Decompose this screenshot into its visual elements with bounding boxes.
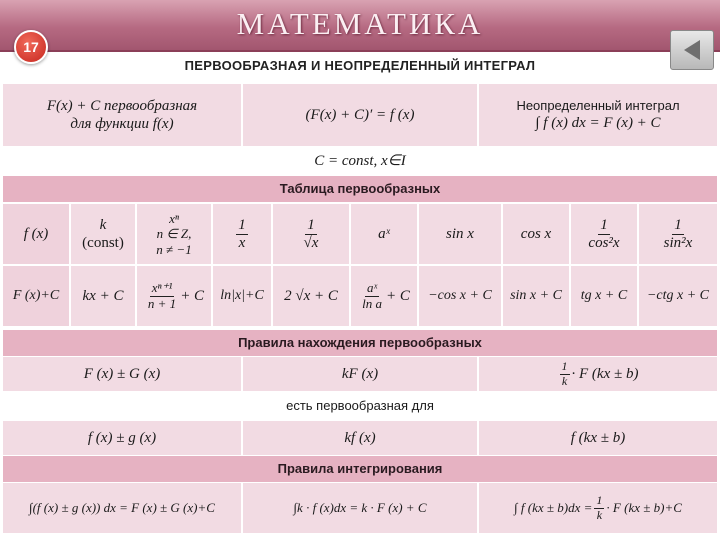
section-subtitle: ПЕРВООБРАЗНАЯ И НЕОПРЕДЕЛЕННЫЙ ИНТЕГРАЛ	[184, 58, 536, 73]
Fx-power-tail: + C	[180, 288, 205, 304]
integration-rule-linear	[479, 483, 717, 533]
derivative-formula: (F(x) + C)′ = f (x)	[305, 107, 415, 123]
fx-isqrt-den: √x	[303, 234, 319, 251]
fx-icos-den: cos²x	[588, 234, 620, 251]
rule-linear-F-num: 1	[561, 359, 568, 374]
formula-table	[3, 80, 717, 540]
Fx-label: F (x)+C	[3, 266, 71, 326]
fx-inverse-sin2	[639, 204, 717, 264]
indefinite-integral-formula: ∫ f (x) dx = F (x) + C	[535, 114, 661, 131]
Fx-log: ln|x|+C	[213, 266, 273, 326]
rules-find-title: Правила нахождения первообразных	[238, 335, 482, 351]
fx-k: k	[99, 217, 107, 233]
Fx-tg: tg x + C	[571, 266, 639, 326]
rule-sum-F: F (x) ± G (x)	[3, 357, 243, 391]
antiderivative-table-title-band	[3, 176, 717, 202]
Fx-constant: kx + C	[71, 266, 137, 326]
fx-icos-num: 1	[600, 217, 608, 233]
rule-linear-F	[479, 357, 717, 391]
definition-middle	[243, 84, 479, 146]
fx-power-cond1: n ∈ Z,	[156, 226, 192, 242]
Fx-sqrt: 2 √x + C	[273, 266, 351, 326]
fx-power-term: xⁿ	[169, 210, 179, 226]
fx-isin-num: 1	[674, 217, 682, 233]
antiderivative-table-title: Таблица первообразных	[279, 181, 441, 197]
Fx-cos: sin x + C	[503, 266, 571, 326]
integration-rule-scale: ∫k · f (x)dx = k · F (x) + C	[243, 483, 479, 533]
rule-linear-F-den: k	[561, 373, 568, 388]
integration-rule-linear-den: k	[596, 507, 603, 522]
definition-left-line1: F(x) + C первообразная	[46, 98, 198, 114]
definition-left	[3, 84, 243, 146]
fx-isin-den: sin²x	[663, 234, 693, 251]
rules-find-title-band	[3, 330, 717, 356]
rules-find-f-row	[3, 421, 717, 455]
Fx-sin: −cos x + C	[419, 266, 503, 326]
const-row	[3, 146, 717, 176]
integration-rule-linear-left: ∫ f (kx ± b)dx =	[514, 500, 593, 516]
fx-exponential: aˣ	[351, 204, 419, 264]
is-antiderivative-for: есть первообразная для	[286, 398, 434, 414]
integration-rule-linear-num: 1	[596, 493, 603, 508]
header-banner	[0, 0, 720, 52]
integration-rule-sum: ∫(f (x) ± g (x)) dx = F (x) ± G (x)+C	[3, 483, 243, 533]
definition-right	[479, 84, 717, 146]
Fx-row	[3, 266, 717, 326]
Fx-power-den: n + 1	[147, 295, 177, 311]
Fx-ctg: −ctg x + C	[646, 287, 710, 303]
integration-rule-linear-right: · F (kx ± b)+C	[606, 500, 682, 516]
rule-scale-f: kf (x)	[243, 421, 479, 455]
fx-row	[3, 204, 717, 264]
const-note: C = const, x∈I	[314, 153, 406, 169]
Fx-power-num: xⁿ⁺¹	[151, 280, 173, 296]
fx-power	[137, 204, 213, 264]
fx-label: f (x)	[3, 204, 71, 264]
rules-find-F-row	[3, 357, 717, 391]
fx-isqrt-num: 1	[307, 217, 315, 233]
rule-scale-F: kF (x)	[243, 357, 479, 391]
fx-power-cond2: n ≠ −1	[156, 241, 192, 257]
definition-left-line2: для функции f(x)	[70, 116, 174, 132]
fx-const-label: (const)	[82, 235, 124, 251]
fx-cos: cos x	[503, 204, 571, 264]
page-title: МАТЕМАТИКА	[236, 6, 484, 41]
Fx-exp-num: aˣ	[366, 280, 378, 296]
fx-inverse-num: 1	[238, 217, 246, 233]
fx-constant	[71, 204, 137, 264]
Fx-exp-tail: + C	[385, 288, 410, 304]
fx-inverse-cos2	[571, 204, 639, 264]
rules-int-title-band	[3, 456, 717, 482]
fx-inverse	[213, 204, 273, 264]
rule-linear-F-tail: · F (kx ± b)	[571, 366, 639, 382]
rules-int-row	[3, 483, 717, 533]
Fx-exponential	[351, 266, 419, 326]
fx-inverse-sqrt	[273, 204, 351, 264]
rule-sum-f: f (x) ± g (x)	[3, 421, 243, 455]
definition-row	[3, 84, 717, 146]
page-number-badge: 17	[14, 30, 48, 64]
rule-linear-f: f (kx ± b)	[570, 430, 626, 446]
fx-inverse-den: x	[238, 234, 246, 251]
Fx-exp-den: ln a	[362, 295, 382, 311]
rules-find-middle-row	[3, 391, 717, 421]
rules-int-title: Правила интегрирования	[277, 461, 443, 477]
fx-sin: sin x	[419, 204, 503, 264]
definition-right-line1: Неопределенный интеграл	[516, 98, 680, 114]
Fx-power	[137, 266, 213, 326]
